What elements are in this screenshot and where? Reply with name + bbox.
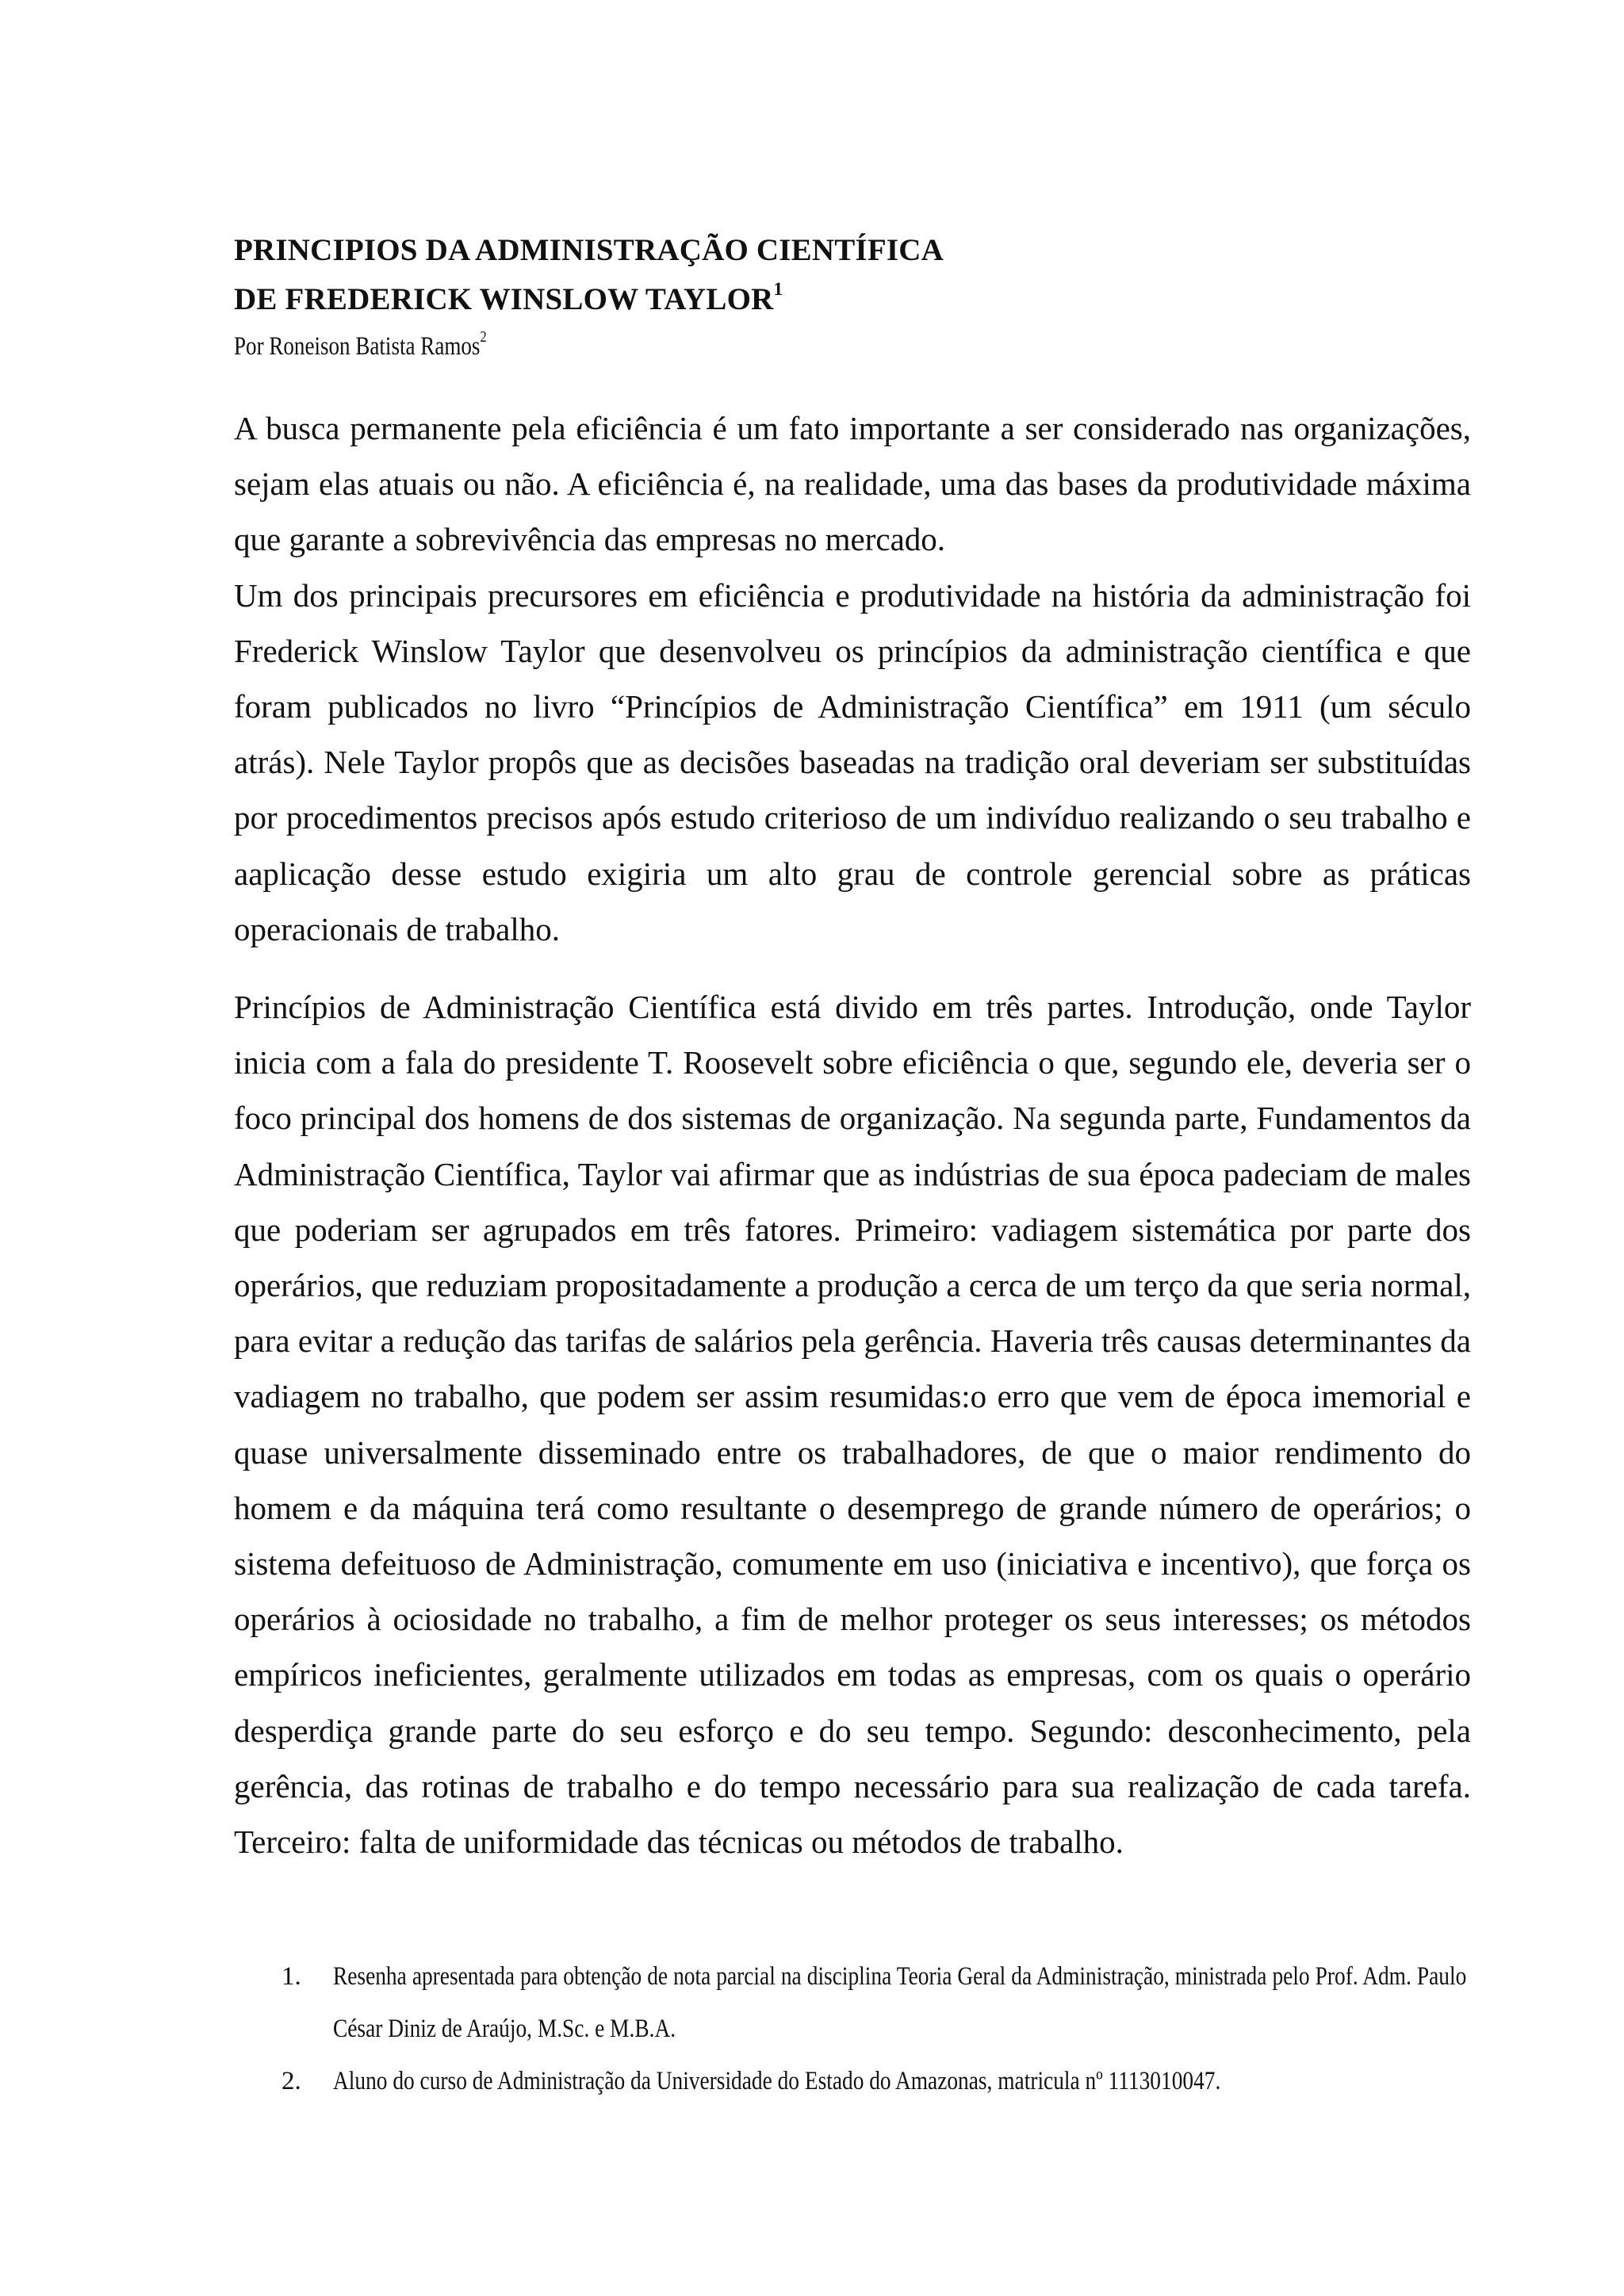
footnote-1-text: Resenha apresentada para obtenção de nota parcial na disciplina Teoria Geral da Administração, ministrada pelo Prof. Adm. Paulo César Diniz de Araújo, M.Sc. e M.B.A. bbox=[333, 1962, 1467, 2043]
footnote-2-number: 2. bbox=[282, 2067, 301, 2095]
document-content bbox=[234, 226, 1471, 1869]
title-line-1-text: PRINCIPIOS DA ADMINISTRAÇÃO CIENTÍFICA bbox=[234, 233, 944, 267]
title-line-2-text: DE FREDERICK WINSLOW TAYLOR bbox=[234, 282, 774, 316]
document-title-line-2 bbox=[234, 275, 1471, 324]
document-title-line-1 bbox=[234, 226, 1471, 275]
body-paragraph-2: Um dos principais precursores em eficiência e produtividade na história da administração foi Frederick Winslow Taylor que desenvolveu os princípios da administração científica e que foram publicados no livro “Princípios de Administração Científica” em 1911 (um século atrás). Nele Taylor propôs que as decisões baseadas na tradição oral deveriam ser substituídas por procedimentos precisos após estudo criterioso de um indivíduo realizando o seu trabalho e aaplicação desse estudo exigiria um alto grau de controle gerencial sobre as práticas operacionais de trabalho. bbox=[234, 576, 1471, 947]
body-paragraph-3: Princípios de Administração Científica está divido em três partes. Introdução, onde Taylor inicia com a fala do presidente T. Roosevelt sobre eficiência o que, segundo ele, deveria ser o foco principal dos homens de dos sistemas de organização. Na segunda parte, Fundamentos da Administração Científica, Taylor vai afirmar que as indústrias de sua época padeciam de males que poderiam ser agrupados em três fatores. Primeiro: vadiagem sistemática por parte dos operários, que reduziam propositadamente a produção a cerca de um terço da que seria normal, para evitar a redução das tarifas de salários pela gerência. Haveria três causas determinantes da vadiagem no trabalho, que podem ser assim resumidas:o erro que vem de época imemorial e quase universalmente disseminado entre os trabalhadores, de que o maior rendimento do homem e da máquina terá como resultante o desemprego de grande número de operários; o sistema defeituoso de Administração, comumente em uso (iniciativa e incentivo), que força os operários à ociosidade no trabalho, a fim de melhor proteger os seus interesses; os métodos empíricos ineficientes, geralmente utilizados em todas as empresas, com os quais o operário desperdiça grande parte do seu esforço e do seu tempo. Segundo: desconhecimento, pela gerência, das rotinas de trabalho e do tempo necessário para sua realização de cada tarefa. Terceiro: falta de uniformidade das técnicas ou métodos de trabalho. bbox=[234, 989, 1471, 1861]
footnotes-list bbox=[282, 1950, 1471, 2107]
footnote-1 bbox=[282, 1950, 1471, 2055]
author-footnote-ref: 2 bbox=[480, 328, 487, 346]
author-line bbox=[234, 324, 1248, 369]
title-footnote-ref: 1 bbox=[773, 279, 783, 300]
author-name: Por Roneison Batista Ramos bbox=[234, 332, 481, 361]
body-paragraph-1: A busca permanente pela eficiência é um fato importante a ser considerado nas organizações, sejam elas atuais ou não. A eficiência é, na realidade, uma das bases da produtividade máxima que garante a sobrevivência das empresas no mercado. bbox=[234, 410, 1471, 558]
footnote-1-number: 1. bbox=[282, 1962, 301, 1991]
footnote-2-text: Aluno do curso de Administração da Universidade do Estado do Amazonas, matricula nº 1113010047. bbox=[333, 2067, 1221, 2095]
footnote-2 bbox=[282, 2055, 1471, 2107]
